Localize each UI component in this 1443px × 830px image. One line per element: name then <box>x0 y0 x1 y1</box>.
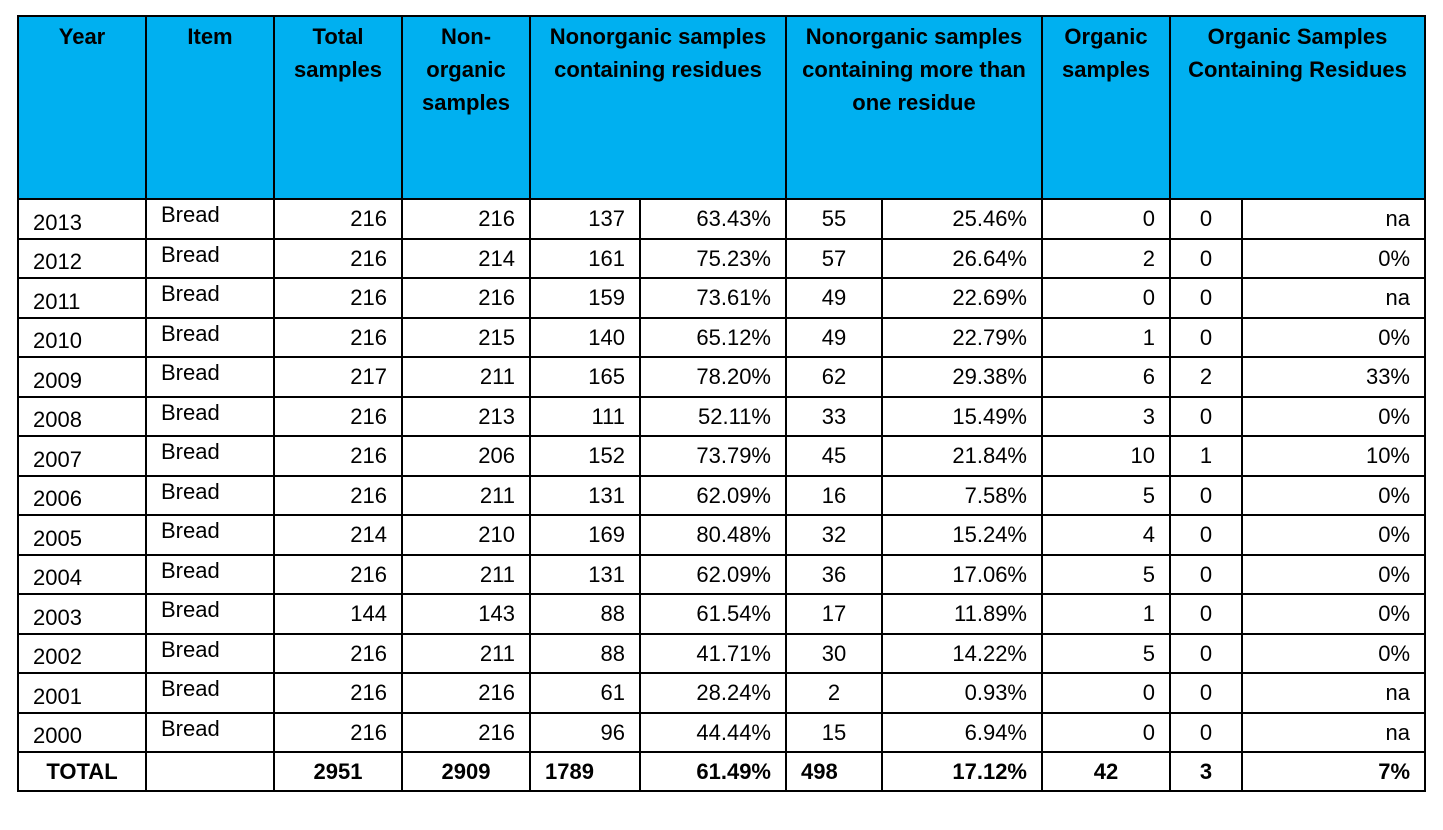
header-row <box>18 16 1425 199</box>
residues-pct-cell: 52.11% <box>640 397 786 437</box>
multi-count-cell: 17 <box>786 594 882 634</box>
multi-count-cell: 55 <box>786 199 882 239</box>
item-cell: Bread <box>146 278 274 318</box>
multi-pct-cell: 15.49% <box>882 397 1042 437</box>
residues-count-cell: 137 <box>530 199 640 239</box>
multi-pct-cell: 11.89% <box>882 594 1042 634</box>
total-samples-cell: 216 <box>274 555 402 595</box>
total-nonorganic: 2909 <box>402 752 530 791</box>
organic-residues-count-cell: 0 <box>1170 239 1242 279</box>
residues-pct-cell: 61.54% <box>640 594 786 634</box>
nonorganic-samples-cell: 213 <box>402 397 530 437</box>
table-row <box>18 673 1425 713</box>
residues-count-cell: 88 <box>530 634 640 674</box>
table-row <box>18 397 1425 437</box>
multi-count-cell: 2 <box>786 673 882 713</box>
item-cell: Bread <box>146 594 274 634</box>
organic-residues-pct-cell: na <box>1242 278 1425 318</box>
organic-samples-cell: 0 <box>1042 713 1170 753</box>
residues-pct-cell: 41.71% <box>640 634 786 674</box>
item-cell: Bread <box>146 555 274 595</box>
multi-count-cell: 36 <box>786 555 882 595</box>
total-samples-cell: 217 <box>274 357 402 397</box>
item-cell: Bread <box>146 436 274 476</box>
total-label: TOTAL <box>18 752 146 791</box>
multi-pct-cell: 17.06% <box>882 555 1042 595</box>
organic-residues-count-cell: 0 <box>1170 673 1242 713</box>
multi-count-cell: 62 <box>786 357 882 397</box>
residues-count-cell: 161 <box>530 239 640 279</box>
residues-pct-cell: 44.44% <box>640 713 786 753</box>
year-cell: 2013 <box>18 199 146 239</box>
total-multi: 498 <box>786 752 882 791</box>
table-row <box>18 278 1425 318</box>
residues-count-cell: 111 <box>530 397 640 437</box>
nonorganic-samples-cell: 215 <box>402 318 530 358</box>
year-cell: 2011 <box>18 278 146 318</box>
multi-pct-cell: 26.64% <box>882 239 1042 279</box>
total-row <box>18 752 1425 791</box>
header-organic-residues: Organic Samples Containing Residues <box>1170 16 1425 199</box>
year-cell: 2005 <box>18 515 146 555</box>
organic-residues-count-cell: 0 <box>1170 318 1242 358</box>
organic-samples-cell: 5 <box>1042 476 1170 516</box>
residues-count-cell: 169 <box>530 515 640 555</box>
residues-pct-cell: 75.23% <box>640 239 786 279</box>
organic-samples-cell: 5 <box>1042 634 1170 674</box>
organic-samples-cell: 0 <box>1042 673 1170 713</box>
year-cell: 2007 <box>18 436 146 476</box>
total-samples-cell: 216 <box>274 713 402 753</box>
organic-residues-count-cell: 0 <box>1170 634 1242 674</box>
organic-samples-cell: 10 <box>1042 436 1170 476</box>
item-cell: Bread <box>146 476 274 516</box>
nonorganic-samples-cell: 216 <box>402 199 530 239</box>
year-cell: 2004 <box>18 555 146 595</box>
organic-residues-pct-cell: 0% <box>1242 476 1425 516</box>
organic-residues-count-cell: 0 <box>1170 713 1242 753</box>
total-samples-cell: 216 <box>274 673 402 713</box>
table-row <box>18 199 1425 239</box>
total-samples-cell: 144 <box>274 594 402 634</box>
multi-count-cell: 45 <box>786 436 882 476</box>
organic-residues-pct-cell: 0% <box>1242 397 1425 437</box>
residues-pct-cell: 62.09% <box>640 555 786 595</box>
table-row <box>18 436 1425 476</box>
organic-samples-cell: 1 <box>1042 594 1170 634</box>
nonorganic-samples-cell: 216 <box>402 673 530 713</box>
header-year: Year <box>18 16 146 199</box>
total-residues-pct: 61.49% <box>640 752 786 791</box>
organic-residues-count-cell: 0 <box>1170 555 1242 595</box>
total-organic-residues: 3 <box>1170 752 1242 791</box>
organic-samples-cell: 0 <box>1042 199 1170 239</box>
year-cell: 2003 <box>18 594 146 634</box>
residues-count-cell: 152 <box>530 436 640 476</box>
organic-residues-pct-cell: na <box>1242 199 1425 239</box>
total-samples-cell: 214 <box>274 515 402 555</box>
organic-residues-count-cell: 0 <box>1170 278 1242 318</box>
item-cell: Bread <box>146 713 274 753</box>
organic-residues-pct-cell: 0% <box>1242 239 1425 279</box>
nonorganic-samples-cell: 216 <box>402 713 530 753</box>
residues-pct-cell: 62.09% <box>640 476 786 516</box>
residues-count-cell: 159 <box>530 278 640 318</box>
organic-residues-pct-cell: 0% <box>1242 515 1425 555</box>
organic-residues-count-cell: 0 <box>1170 594 1242 634</box>
nonorganic-samples-cell: 210 <box>402 515 530 555</box>
table-row <box>18 239 1425 279</box>
item-cell: Bread <box>146 318 274 358</box>
organic-samples-cell: 2 <box>1042 239 1170 279</box>
organic-residues-count-cell: 2 <box>1170 357 1242 397</box>
multi-count-cell: 33 <box>786 397 882 437</box>
total-samples-cell: 216 <box>274 239 402 279</box>
residues-pct-cell: 80.48% <box>640 515 786 555</box>
year-cell: 2001 <box>18 673 146 713</box>
total-samples-cell: 216 <box>274 476 402 516</box>
multi-count-cell: 57 <box>786 239 882 279</box>
item-cell: Bread <box>146 673 274 713</box>
residues-pct-cell: 28.24% <box>640 673 786 713</box>
organic-residues-pct-cell: 0% <box>1242 555 1425 595</box>
residues-count-cell: 96 <box>530 713 640 753</box>
year-cell: 2012 <box>18 239 146 279</box>
residues-count-cell: 88 <box>530 594 640 634</box>
total-multi-pct: 17.12% <box>882 752 1042 791</box>
residues-pct-cell: 63.43% <box>640 199 786 239</box>
item-cell: Bread <box>146 397 274 437</box>
header-nonorganic-samples: Non-organic samples <box>402 16 530 199</box>
organic-residues-count-cell: 0 <box>1170 515 1242 555</box>
table-row <box>18 594 1425 634</box>
multi-pct-cell: 22.69% <box>882 278 1042 318</box>
total-samples-cell: 216 <box>274 278 402 318</box>
nonorganic-samples-cell: 214 <box>402 239 530 279</box>
total-samples-cell: 216 <box>274 199 402 239</box>
header-nonorganic-residues: Nonorganic samples containing residues <box>530 16 786 199</box>
item-cell: Bread <box>146 515 274 555</box>
residues-pct-cell: 78.20% <box>640 357 786 397</box>
multi-count-cell: 15 <box>786 713 882 753</box>
organic-residues-pct-cell: 0% <box>1242 634 1425 674</box>
year-cell: 2009 <box>18 357 146 397</box>
organic-samples-cell: 0 <box>1042 278 1170 318</box>
residues-pct-cell: 73.79% <box>640 436 786 476</box>
year-cell: 2000 <box>18 713 146 753</box>
organic-residues-pct-cell: 33% <box>1242 357 1425 397</box>
multi-pct-cell: 25.46% <box>882 199 1042 239</box>
nonorganic-samples-cell: 143 <box>402 594 530 634</box>
organic-residues-pct-cell: 10% <box>1242 436 1425 476</box>
total-organic-pct: 7% <box>1242 752 1425 791</box>
header-total-samples: Total samples <box>274 16 402 199</box>
table-row <box>18 713 1425 753</box>
organic-residues-pct-cell: 0% <box>1242 318 1425 358</box>
residues-count-cell: 165 <box>530 357 640 397</box>
multi-count-cell: 49 <box>786 278 882 318</box>
item-cell: Bread <box>146 239 274 279</box>
organic-residues-pct-cell: 0% <box>1242 594 1425 634</box>
year-cell: 2008 <box>18 397 146 437</box>
multi-count-cell: 49 <box>786 318 882 358</box>
nonorganic-samples-cell: 206 <box>402 436 530 476</box>
header-nonorganic-multi: Nonorganic samples containing more than one residue <box>786 16 1042 199</box>
multi-count-cell: 16 <box>786 476 882 516</box>
item-cell: Bread <box>146 199 274 239</box>
table-row <box>18 318 1425 358</box>
total-samples-cell: 216 <box>274 397 402 437</box>
nonorganic-samples-cell: 216 <box>402 278 530 318</box>
header-item: Item <box>146 16 274 199</box>
nonorganic-samples-cell: 211 <box>402 634 530 674</box>
multi-pct-cell: 29.38% <box>882 357 1042 397</box>
organic-residues-pct-cell: na <box>1242 673 1425 713</box>
organic-samples-cell: 6 <box>1042 357 1170 397</box>
multi-pct-cell: 21.84% <box>882 436 1042 476</box>
organic-samples-cell: 1 <box>1042 318 1170 358</box>
header-organic-samples: Organic samples <box>1042 16 1170 199</box>
total-samples-cell: 216 <box>274 436 402 476</box>
residues-count-cell: 131 <box>530 555 640 595</box>
organic-samples-cell: 4 <box>1042 515 1170 555</box>
item-cell: Bread <box>146 357 274 397</box>
total-samples: 2951 <box>274 752 402 791</box>
pesticide-residue-table <box>17 15 1426 792</box>
multi-pct-cell: 6.94% <box>882 713 1042 753</box>
residues-count-cell: 140 <box>530 318 640 358</box>
total-item <box>146 752 274 791</box>
organic-residues-count-cell: 0 <box>1170 397 1242 437</box>
total-samples-cell: 216 <box>274 634 402 674</box>
organic-residues-pct-cell: na <box>1242 713 1425 753</box>
year-cell: 2010 <box>18 318 146 358</box>
nonorganic-samples-cell: 211 <box>402 555 530 595</box>
multi-pct-cell: 0.93% <box>882 673 1042 713</box>
year-cell: 2002 <box>18 634 146 674</box>
multi-count-cell: 32 <box>786 515 882 555</box>
multi-pct-cell: 7.58% <box>882 476 1042 516</box>
table-row <box>18 476 1425 516</box>
nonorganic-samples-cell: 211 <box>402 476 530 516</box>
organic-samples-cell: 3 <box>1042 397 1170 437</box>
multi-pct-cell: 14.22% <box>882 634 1042 674</box>
organic-samples-cell: 5 <box>1042 555 1170 595</box>
organic-residues-count-cell: 0 <box>1170 476 1242 516</box>
total-samples-cell: 216 <box>274 318 402 358</box>
residues-pct-cell: 73.61% <box>640 278 786 318</box>
multi-pct-cell: 15.24% <box>882 515 1042 555</box>
residues-count-cell: 61 <box>530 673 640 713</box>
multi-pct-cell: 22.79% <box>882 318 1042 358</box>
nonorganic-samples-cell: 211 <box>402 357 530 397</box>
table-row <box>18 357 1425 397</box>
total-residues: 1789 <box>530 752 640 791</box>
residues-pct-cell: 65.12% <box>640 318 786 358</box>
year-cell: 2006 <box>18 476 146 516</box>
multi-count-cell: 30 <box>786 634 882 674</box>
residues-count-cell: 131 <box>530 476 640 516</box>
item-cell: Bread <box>146 634 274 674</box>
table-row <box>18 634 1425 674</box>
table-row <box>18 555 1425 595</box>
organic-residues-count-cell: 0 <box>1170 199 1242 239</box>
total-organic: 42 <box>1042 752 1170 791</box>
organic-residues-count-cell: 1 <box>1170 436 1242 476</box>
table-row <box>18 515 1425 555</box>
